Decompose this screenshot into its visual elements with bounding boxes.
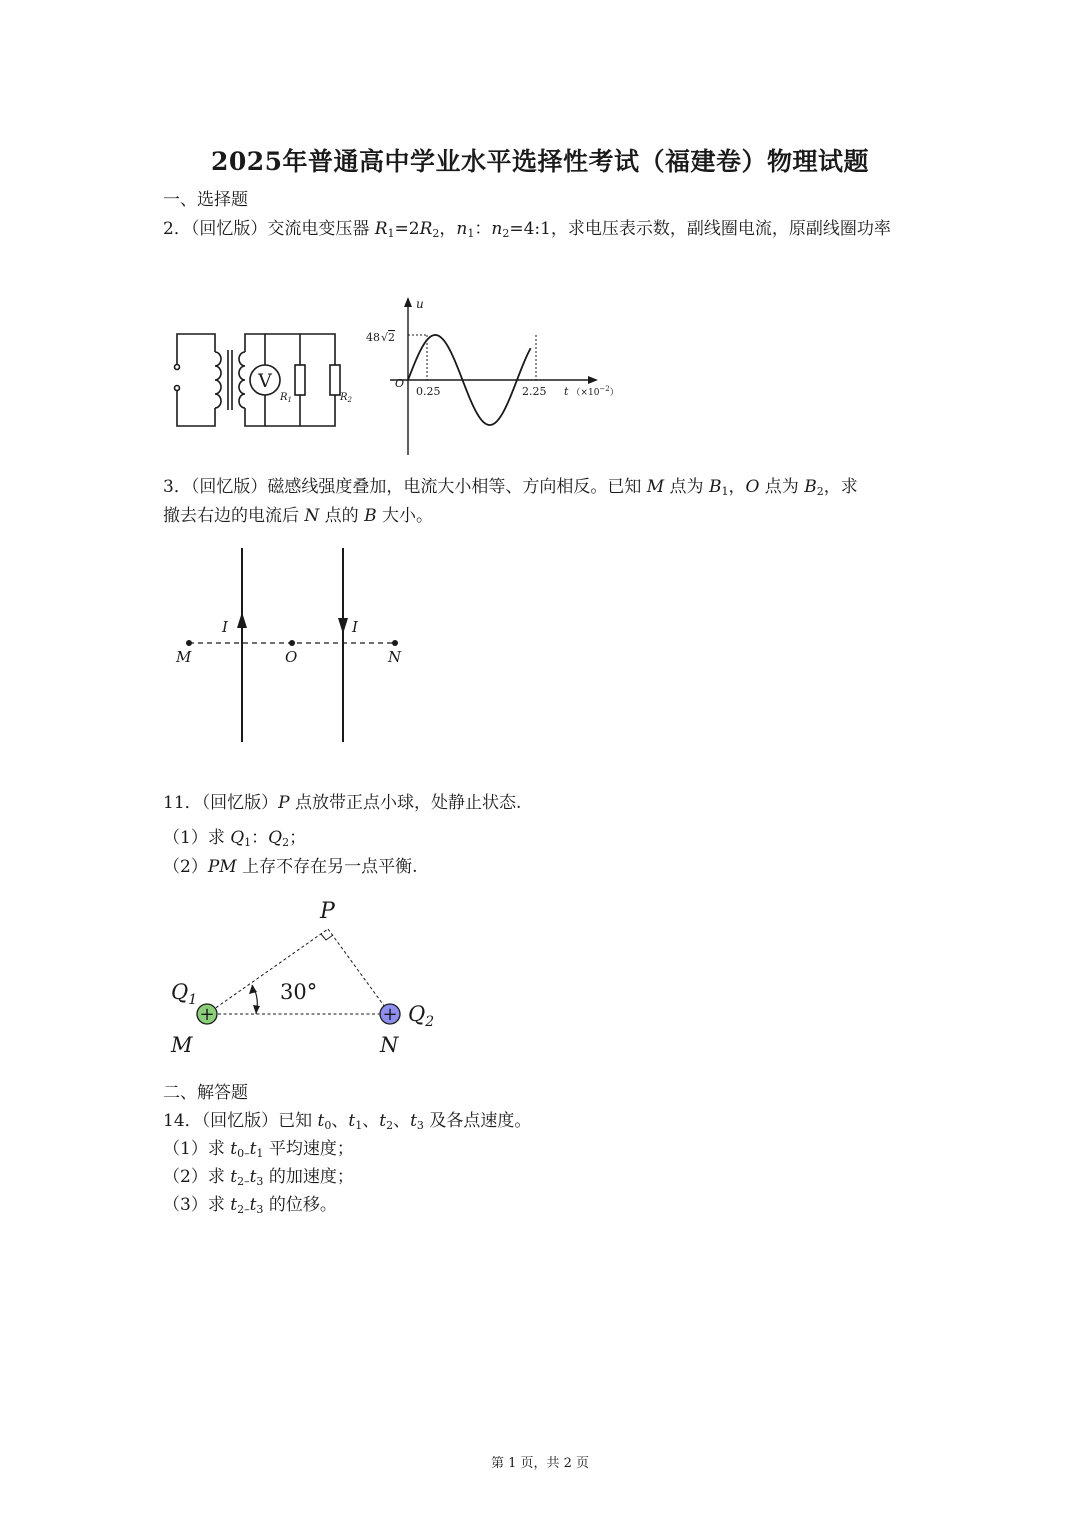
pn-dashed-line	[328, 929, 390, 1014]
label-p: P	[320, 899, 335, 924]
section-heading-answer: 二、解答题	[163, 1083, 248, 1103]
primary-coil	[215, 352, 221, 408]
label-m: M	[176, 648, 192, 666]
label-q1: $Q_1$	[171, 980, 198, 1008]
t-tick-0-25: 0.25	[416, 385, 441, 398]
section-heading-choice: 一、选择题	[163, 190, 248, 210]
input-terminal-top	[175, 365, 180, 370]
label-n: N	[388, 648, 402, 666]
angle-arrow-bottom	[253, 1005, 260, 1014]
primary-wire-bottom	[177, 391, 215, 426]
resistor-r2	[330, 365, 340, 395]
point-n	[392, 640, 398, 646]
label-o: O	[285, 648, 298, 666]
question-14-part-1: （1）求 $t_{0-}t_1$ 平均速度；	[163, 1139, 354, 1160]
u-axis-arrow	[404, 297, 412, 307]
t-axis-arrow	[588, 376, 598, 384]
charge-q2-plus: +	[382, 1004, 398, 1025]
charges-triangle-diagram	[165, 893, 455, 1063]
right-angle-mark	[321, 934, 333, 940]
point-o	[289, 640, 295, 646]
parallel-currents-diagram	[165, 540, 425, 750]
left-current-arrow-up	[237, 612, 247, 628]
question-11-part-2: （2）PM 上存不存在另一点平衡.	[163, 857, 418, 877]
origin-label: O	[395, 377, 405, 390]
label-q2: $Q_2$	[408, 1002, 435, 1030]
u-axis-label: u	[416, 297, 424, 311]
left-current-label: I	[222, 618, 228, 636]
input-terminal-bottom	[175, 386, 180, 391]
resistor-r1	[295, 365, 305, 395]
right-current-arrow-down	[338, 618, 348, 634]
label-n: N	[380, 1033, 399, 1057]
page-footer: 第 1 页，共 2 页	[490, 1456, 590, 1471]
question-14-text: 14．（回忆版）已知 $t_0$、$t_1$、$t_2$、$t_3$ 及各点速度。	[163, 1111, 532, 1132]
peak-value-label: 48√2	[366, 331, 396, 344]
label-m: M	[171, 1033, 193, 1057]
question-14-part-2: （2）求 $t_{2-}t_3$ 的加速度；	[163, 1167, 354, 1188]
question-11-text: 11．（回忆版）P 点放带正点小球，处静止状态.	[163, 793, 522, 813]
question-11-part-1: （1）求 $Q_1$：$Q_2$；	[163, 828, 307, 849]
transformer-circuit-diagram	[165, 320, 360, 435]
secondary-coil	[239, 352, 245, 408]
page-title: 2025年普通高中学业水平选择性考试（福建卷）物理试题	[210, 147, 870, 176]
t-axis-label: t （$\times 10^{-2}_)$	[564, 385, 619, 398]
point-m	[186, 640, 192, 646]
r1-label: $R_1$	[280, 392, 292, 404]
primary-wire-top	[177, 334, 215, 364]
t-tick-2-25: 2.25	[522, 385, 547, 398]
voltmeter-label: V	[258, 370, 272, 392]
voltage-time-graph	[360, 295, 640, 460]
angle-label: 30°	[280, 980, 318, 1004]
r2-label: $R_2$	[340, 392, 352, 404]
question-2-text: 2．（回忆版）交流电变压器 $R_1=2R_2$，$n_1$：$n_2=4:1$，求电压表示数，副线圈电流，原副线圈功率	[163, 219, 891, 240]
charge-q1-plus: +	[199, 1004, 215, 1025]
question-14-part-3: （3）求 $t_{2-}t_3$ 的位移。	[163, 1195, 337, 1216]
right-current-label: I	[352, 618, 358, 636]
question-3-text: 3．（回忆版）磁感线强度叠加，电流大小相等、方向相反。已知 M 点为 $B_1$，O 点为 $B_2$，求 撤去右边的电流后 N 点的 B 大小。	[163, 477, 858, 526]
